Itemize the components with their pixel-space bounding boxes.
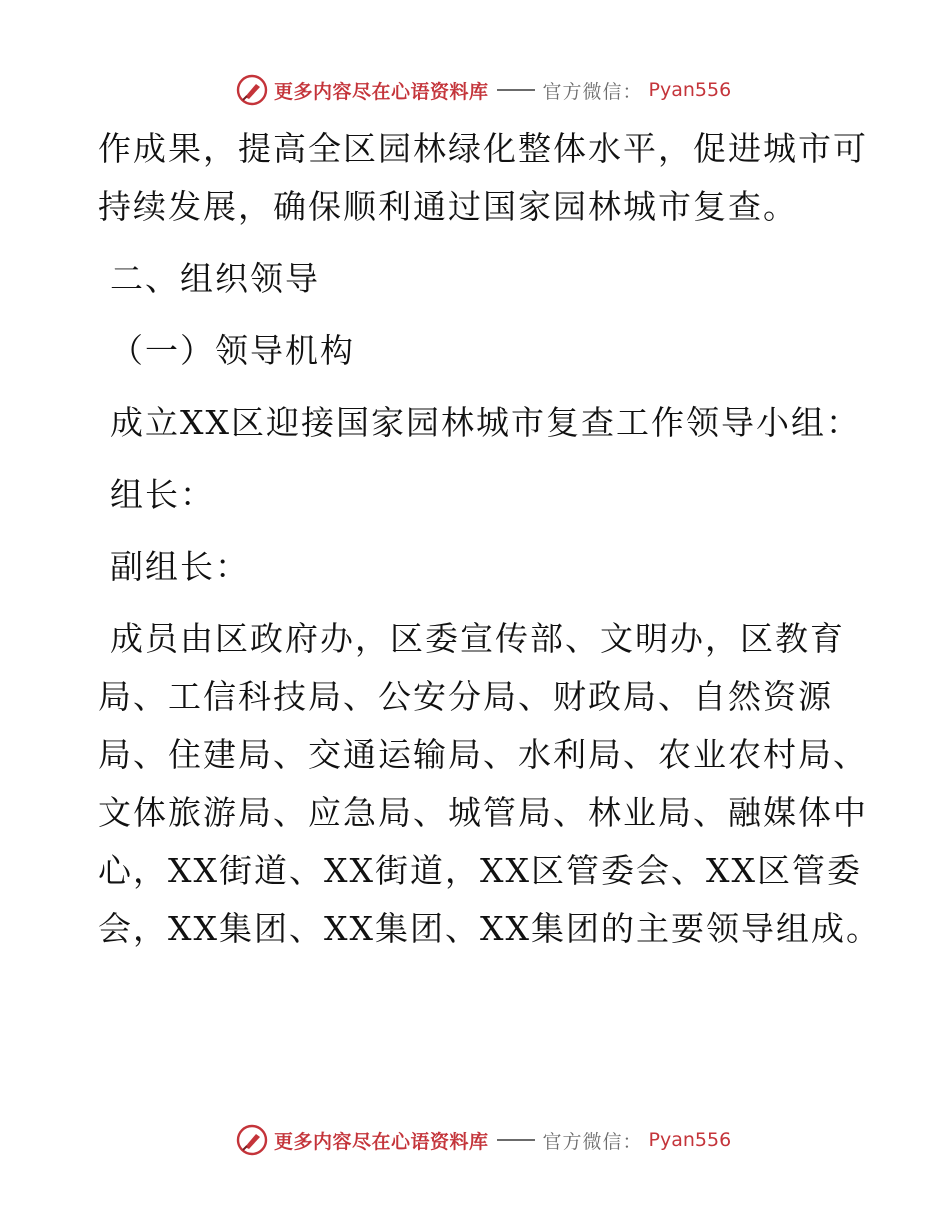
header-watermark bbox=[236, 72, 731, 108]
paragraph-line: 心，XX街道、XX街道，XX区管委会、XX区管委 bbox=[98, 851, 862, 890]
paragraph-line: 局、住建局、交通运输局、水利局、农业农村局、 bbox=[98, 735, 868, 774]
paragraph-line: 会，XX集团、XX集团、XX集团的主要领导组成。 bbox=[98, 909, 881, 948]
watermark-dash bbox=[497, 89, 535, 91]
paragraph-line: 成员由区政府办，区委宣传部、文明办，区教育 bbox=[110, 619, 845, 658]
watermark-dash bbox=[497, 1139, 535, 1141]
watermark-text: 更多内容尽在心语资料库 bbox=[274, 1130, 489, 1153]
watermark-text: 更多内容尽在心语资料库 bbox=[274, 80, 489, 103]
paragraph-line: 持续发展，确保顺利通过国家园林城市复查。 bbox=[98, 187, 798, 226]
wechat-id: Pyan556 bbox=[648, 79, 732, 101]
paragraph-line: 作成果，提高全区园林绿化整体水平，促进城市可 bbox=[98, 129, 868, 168]
role-line-deputy: 副组长： bbox=[110, 547, 250, 586]
paragraph-line: 成立XX区迎接国家园林城市复查工作领导小组： bbox=[110, 403, 861, 442]
subsection-heading: （一）领导机构 bbox=[110, 331, 355, 370]
quill-logo-icon bbox=[236, 1124, 268, 1156]
wechat-label: 官方微信： bbox=[542, 80, 643, 103]
section-heading: 二、组织领导 bbox=[110, 259, 320, 298]
footer-watermark bbox=[236, 1122, 731, 1158]
quill-logo-icon bbox=[236, 74, 268, 106]
role-line-leader: 组长： bbox=[110, 475, 215, 514]
wechat-label: 官方微信： bbox=[542, 1130, 643, 1153]
paragraph-line: 局、工信科技局、公安分局、财政局、自然资源 bbox=[98, 677, 833, 716]
paragraph-line: 文体旅游局、应急局、城管局、林业局、融媒体中 bbox=[98, 793, 868, 832]
document-body bbox=[98, 120, 881, 958]
wechat-id: Pyan556 bbox=[648, 1129, 732, 1151]
